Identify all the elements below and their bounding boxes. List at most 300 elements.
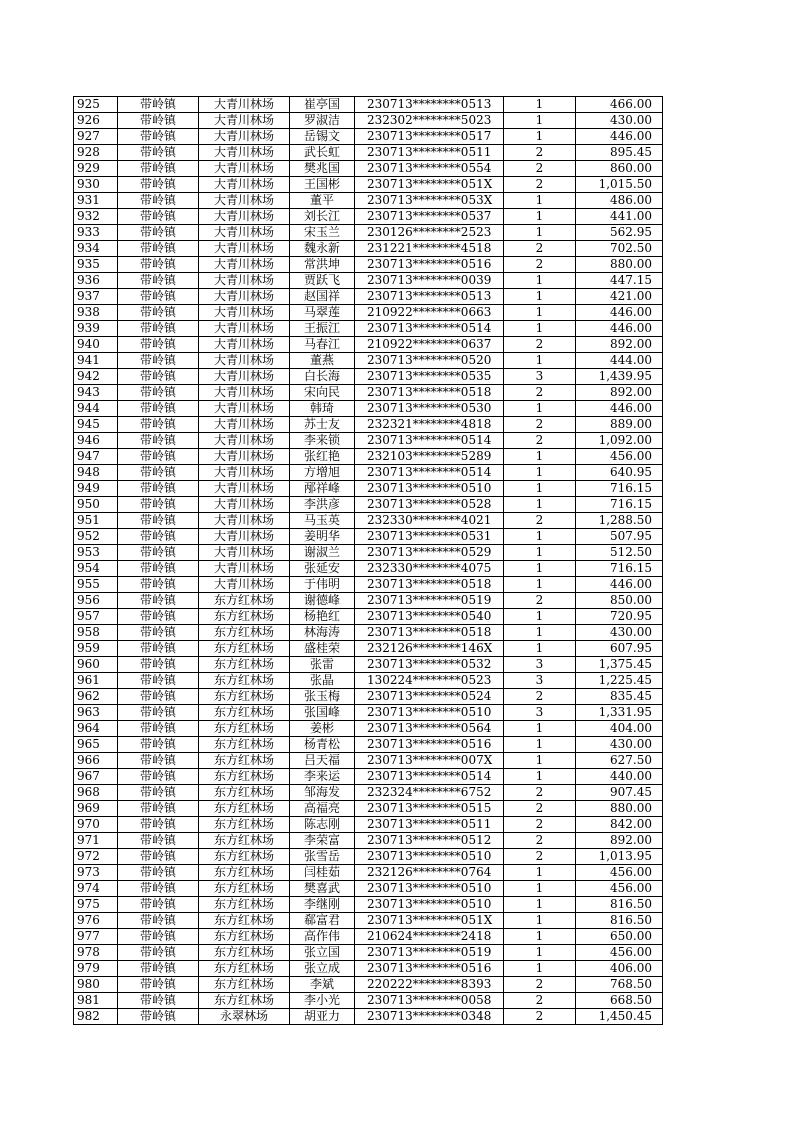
town-cell: 带岭镇 <box>118 737 199 753</box>
town-cell: 带岭镇 <box>118 465 199 481</box>
id-number-cell: 232330********4075 <box>355 561 504 577</box>
forest-farm-cell: 大青川林场 <box>199 97 290 113</box>
name-cell: 马翠莲 <box>290 305 355 321</box>
town-cell: 带岭镇 <box>118 385 199 401</box>
amount-cell: 430.00 <box>576 113 663 129</box>
forest-farm-cell: 大青川林场 <box>199 545 290 561</box>
amount-cell: 816.50 <box>576 913 663 929</box>
count-cell: 2 <box>504 993 576 1009</box>
row-number: 959 <box>74 641 118 657</box>
town-cell: 带岭镇 <box>118 481 199 497</box>
count-cell: 1 <box>504 609 576 625</box>
forest-farm-cell: 东方红林场 <box>199 801 290 817</box>
table-row <box>74 673 663 689</box>
table-row <box>74 609 663 625</box>
forest-farm-cell: 大青川林场 <box>199 113 290 129</box>
row-number: 957 <box>74 609 118 625</box>
town-cell: 带岭镇 <box>118 769 199 785</box>
town-cell: 带岭镇 <box>118 433 199 449</box>
forest-farm-cell: 东方红林场 <box>199 721 290 737</box>
town-cell: 带岭镇 <box>118 849 199 865</box>
amount-cell: 507.95 <box>576 529 663 545</box>
id-number-cell: 232330********4021 <box>355 513 504 529</box>
row-number: 955 <box>74 577 118 593</box>
id-number-cell: 230713********0510 <box>355 481 504 497</box>
id-number-cell: 230713********0514 <box>355 465 504 481</box>
town-cell: 带岭镇 <box>118 945 199 961</box>
table-row <box>74 657 663 673</box>
count-cell: 1 <box>504 481 576 497</box>
row-number: 930 <box>74 177 118 193</box>
table-row <box>74 369 663 385</box>
name-cell: 盛桂荣 <box>290 641 355 657</box>
name-cell: 白长海 <box>290 369 355 385</box>
table-row <box>74 833 663 849</box>
id-number-cell: 230713********0058 <box>355 993 504 1009</box>
name-cell: 马春江 <box>290 337 355 353</box>
town-cell: 带岭镇 <box>118 977 199 993</box>
town-cell: 带岭镇 <box>118 209 199 225</box>
count-cell: 2 <box>504 417 576 433</box>
table-row <box>74 257 663 273</box>
amount-cell: 466.00 <box>576 97 663 113</box>
amount-cell: 486.00 <box>576 193 663 209</box>
name-cell: 樊兆国 <box>290 161 355 177</box>
row-number: 964 <box>74 721 118 737</box>
row-number: 951 <box>74 513 118 529</box>
name-cell: 宋向民 <box>290 385 355 401</box>
row-number: 963 <box>74 705 118 721</box>
town-cell: 带岭镇 <box>118 289 199 305</box>
amount-cell: 716.15 <box>576 561 663 577</box>
town-cell: 带岭镇 <box>118 225 199 241</box>
amount-cell: 720.95 <box>576 609 663 625</box>
forest-farm-cell: 东方红林场 <box>199 913 290 929</box>
count-cell: 1 <box>504 865 576 881</box>
count-cell: 2 <box>504 433 576 449</box>
forest-farm-cell: 大青川林场 <box>199 417 290 433</box>
amount-cell: 640.95 <box>576 465 663 481</box>
id-number-cell: 230126********2523 <box>355 225 504 241</box>
row-number: 932 <box>74 209 118 225</box>
forest-farm-cell: 东方红林场 <box>199 673 290 689</box>
count-cell: 1 <box>504 961 576 977</box>
forest-farm-cell: 东方红林场 <box>199 849 290 865</box>
id-number-cell: 232321********4818 <box>355 417 504 433</box>
row-number: 929 <box>74 161 118 177</box>
row-number: 943 <box>74 385 118 401</box>
table-row <box>74 545 663 561</box>
row-number: 927 <box>74 129 118 145</box>
town-cell: 带岭镇 <box>118 369 199 385</box>
forest-farm-cell: 大青川林场 <box>199 385 290 401</box>
count-cell: 2 <box>504 145 576 161</box>
name-cell: 方增旭 <box>290 465 355 481</box>
table-row <box>74 945 663 961</box>
amount-cell: 716.15 <box>576 497 663 513</box>
name-cell: 李洪彦 <box>290 497 355 513</box>
forest-farm-cell: 东方红林场 <box>199 705 290 721</box>
forest-farm-cell: 大青川林场 <box>199 577 290 593</box>
name-cell: 王国彬 <box>290 177 355 193</box>
name-cell: 杨青松 <box>290 737 355 753</box>
table-row <box>74 961 663 977</box>
id-number-cell: 230713********0535 <box>355 369 504 385</box>
town-cell: 带岭镇 <box>118 817 199 833</box>
id-number-cell: 230713********0511 <box>355 145 504 161</box>
table-row <box>74 865 663 881</box>
amount-cell: 1,375.45 <box>576 657 663 673</box>
amount-cell: 1,013.95 <box>576 849 663 865</box>
row-number: 941 <box>74 353 118 369</box>
row-number: 933 <box>74 225 118 241</box>
name-cell: 张雷 <box>290 657 355 673</box>
town-cell: 带岭镇 <box>118 897 199 913</box>
id-number-cell: 230713********051X <box>355 177 504 193</box>
id-number-cell: 220222********8393 <box>355 977 504 993</box>
town-cell: 带岭镇 <box>118 449 199 465</box>
count-cell: 1 <box>504 897 576 913</box>
row-number: 966 <box>74 753 118 769</box>
forest-farm-cell: 东方红林场 <box>199 625 290 641</box>
name-cell: 谢淑兰 <box>290 545 355 561</box>
table-row <box>74 529 663 545</box>
count-cell: 2 <box>504 337 576 353</box>
forest-farm-cell: 东方红林场 <box>199 769 290 785</box>
name-cell: 陈志刚 <box>290 817 355 833</box>
count-cell: 1 <box>504 193 576 209</box>
row-number: 928 <box>74 145 118 161</box>
forest-farm-cell: 大青川林场 <box>199 289 290 305</box>
row-number: 939 <box>74 321 118 337</box>
table-row <box>74 161 663 177</box>
id-number-cell: 230713********0516 <box>355 257 504 273</box>
name-cell: 邹海发 <box>290 785 355 801</box>
name-cell: 张玉梅 <box>290 689 355 705</box>
table-row <box>74 193 663 209</box>
forest-farm-cell: 大青川林场 <box>199 513 290 529</box>
forest-farm-cell: 东方红林场 <box>199 689 290 705</box>
count-cell: 2 <box>504 833 576 849</box>
forest-farm-cell: 大青川林场 <box>199 129 290 145</box>
id-number-cell: 230713********0519 <box>355 945 504 961</box>
row-number: 970 <box>74 817 118 833</box>
forest-farm-cell: 大青川林场 <box>199 273 290 289</box>
id-number-cell: 230713********053X <box>355 193 504 209</box>
id-number-cell: 230713********0514 <box>355 321 504 337</box>
count-cell: 1 <box>504 225 576 241</box>
row-number: 968 <box>74 785 118 801</box>
town-cell: 带岭镇 <box>118 993 199 1009</box>
amount-cell: 1,450.45 <box>576 1009 663 1025</box>
name-cell: 岳锡文 <box>290 129 355 145</box>
town-cell: 带岭镇 <box>118 865 199 881</box>
id-number-cell: 210922********0637 <box>355 337 504 353</box>
town-cell: 带岭镇 <box>118 801 199 817</box>
id-number-cell: 230713********0348 <box>355 1009 504 1025</box>
count-cell: 3 <box>504 657 576 673</box>
count-cell: 2 <box>504 241 576 257</box>
row-number: 944 <box>74 401 118 417</box>
town-cell: 带岭镇 <box>118 113 199 129</box>
name-cell: 李小光 <box>290 993 355 1009</box>
count-cell: 1 <box>504 401 576 417</box>
amount-cell: 456.00 <box>576 865 663 881</box>
id-number-cell: 210922********0663 <box>355 305 504 321</box>
id-number-cell: 230713********0529 <box>355 545 504 561</box>
row-number: 949 <box>74 481 118 497</box>
forest-farm-cell: 大青川林场 <box>199 433 290 449</box>
amount-cell: 406.00 <box>576 961 663 977</box>
forest-farm-cell: 东方红林场 <box>199 785 290 801</box>
town-cell: 带岭镇 <box>118 417 199 433</box>
name-cell: 贾跃飞 <box>290 273 355 289</box>
table-row <box>74 145 663 161</box>
forest-farm-cell: 大青川林场 <box>199 145 290 161</box>
count-cell: 1 <box>504 769 576 785</box>
name-cell: 魏永新 <box>290 241 355 257</box>
row-number: 948 <box>74 465 118 481</box>
amount-cell: 430.00 <box>576 625 663 641</box>
table-row <box>74 385 663 401</box>
amount-cell: 446.00 <box>576 129 663 145</box>
data-table <box>73 96 663 1025</box>
forest-farm-cell: 大青川林场 <box>199 561 290 577</box>
count-cell: 2 <box>504 161 576 177</box>
count-cell: 1 <box>504 545 576 561</box>
row-number: 931 <box>74 193 118 209</box>
amount-cell: 446.00 <box>576 321 663 337</box>
forest-farm-cell: 东方红林场 <box>199 881 290 897</box>
name-cell: 张立成 <box>290 961 355 977</box>
row-number: 958 <box>74 625 118 641</box>
count-cell: 3 <box>504 369 576 385</box>
amount-cell: 860.00 <box>576 161 663 177</box>
amount-cell: 440.00 <box>576 769 663 785</box>
name-cell: 韩琦 <box>290 401 355 417</box>
count-cell: 1 <box>504 753 576 769</box>
forest-farm-cell: 大青川林场 <box>199 209 290 225</box>
table-row <box>74 209 663 225</box>
row-number: 925 <box>74 97 118 113</box>
town-cell: 带岭镇 <box>118 513 199 529</box>
id-number-cell: 130224********0523 <box>355 673 504 689</box>
id-number-cell: 232302********5023 <box>355 113 504 129</box>
amount-cell: 1,092.00 <box>576 433 663 449</box>
table-row <box>74 929 663 945</box>
forest-farm-cell: 大青川林场 <box>199 257 290 273</box>
count-cell: 1 <box>504 305 576 321</box>
forest-farm-cell: 永翠林场 <box>199 1009 290 1025</box>
row-number: 981 <box>74 993 118 1009</box>
row-number: 965 <box>74 737 118 753</box>
table-row <box>74 241 663 257</box>
table-row <box>74 881 663 897</box>
amount-cell: 627.50 <box>576 753 663 769</box>
id-number-cell: 230713********0518 <box>355 385 504 401</box>
amount-cell: 607.95 <box>576 641 663 657</box>
name-cell: 于伟明 <box>290 577 355 593</box>
table-row <box>74 321 663 337</box>
id-number-cell: 230713********0510 <box>355 897 504 913</box>
name-cell: 姜明华 <box>290 529 355 545</box>
amount-cell: 668.50 <box>576 993 663 1009</box>
town-cell: 带岭镇 <box>118 1009 199 1025</box>
id-number-cell: 230713********0510 <box>355 705 504 721</box>
row-number: 950 <box>74 497 118 513</box>
forest-farm-cell: 大青川林场 <box>199 193 290 209</box>
town-cell: 带岭镇 <box>118 161 199 177</box>
row-number: 976 <box>74 913 118 929</box>
row-number: 967 <box>74 769 118 785</box>
table-row <box>74 513 663 529</box>
count-cell: 1 <box>504 209 576 225</box>
town-cell: 带岭镇 <box>118 241 199 257</box>
name-cell: 常洪坤 <box>290 257 355 273</box>
row-number: 975 <box>74 897 118 913</box>
amount-cell: 430.00 <box>576 737 663 753</box>
amount-cell: 835.45 <box>576 689 663 705</box>
table-row <box>74 481 663 497</box>
amount-cell: 889.00 <box>576 417 663 433</box>
name-cell: 张红艳 <box>290 449 355 465</box>
count-cell: 2 <box>504 977 576 993</box>
amount-cell: 446.00 <box>576 401 663 417</box>
table-row <box>74 897 663 913</box>
amount-cell: 1,225.45 <box>576 673 663 689</box>
name-cell: 林海涛 <box>290 625 355 641</box>
row-number: 935 <box>74 257 118 273</box>
name-cell: 赵国祥 <box>290 289 355 305</box>
amount-cell: 404.00 <box>576 721 663 737</box>
forest-farm-cell: 东方红林场 <box>199 945 290 961</box>
amount-cell: 842.00 <box>576 817 663 833</box>
town-cell: 带岭镇 <box>118 257 199 273</box>
count-cell: 1 <box>504 321 576 337</box>
town-cell: 带岭镇 <box>118 401 199 417</box>
name-cell: 崔亭国 <box>290 97 355 113</box>
table-row <box>74 449 663 465</box>
id-number-cell: 232126********0764 <box>355 865 504 881</box>
forest-farm-cell: 大青川林场 <box>199 369 290 385</box>
table-row <box>74 785 663 801</box>
town-cell: 带岭镇 <box>118 561 199 577</box>
table-row <box>74 801 663 817</box>
id-number-cell: 230713********0519 <box>355 593 504 609</box>
name-cell: 李斌 <box>290 977 355 993</box>
amount-cell: 444.00 <box>576 353 663 369</box>
id-number-cell: 230713********0537 <box>355 209 504 225</box>
forest-farm-cell: 东方红林场 <box>199 753 290 769</box>
row-number: 960 <box>74 657 118 673</box>
id-number-cell: 230713********0532 <box>355 657 504 673</box>
name-cell: 胡亚力 <box>290 1009 355 1025</box>
count-cell: 1 <box>504 913 576 929</box>
town-cell: 带岭镇 <box>118 497 199 513</box>
town-cell: 带岭镇 <box>118 929 199 945</box>
table-row <box>74 417 663 433</box>
count-cell: 2 <box>504 593 576 609</box>
id-number-cell: 232324********6752 <box>355 785 504 801</box>
table-row <box>74 641 663 657</box>
name-cell: 张国峰 <box>290 705 355 721</box>
row-number: 937 <box>74 289 118 305</box>
amount-cell: 892.00 <box>576 833 663 849</box>
table-row <box>74 273 663 289</box>
table-row <box>74 593 663 609</box>
amount-cell: 562.95 <box>576 225 663 241</box>
amount-cell: 702.50 <box>576 241 663 257</box>
town-cell: 带岭镇 <box>118 273 199 289</box>
name-cell: 李来锁 <box>290 433 355 449</box>
id-number-cell: 230713********0540 <box>355 609 504 625</box>
count-cell: 2 <box>504 513 576 529</box>
id-number-cell: 230713********0515 <box>355 801 504 817</box>
town-cell: 带岭镇 <box>118 673 199 689</box>
forest-farm-cell: 东方红林场 <box>199 929 290 945</box>
table-row <box>74 353 663 369</box>
forest-farm-cell: 大青川林场 <box>199 481 290 497</box>
name-cell: 李来运 <box>290 769 355 785</box>
count-cell: 2 <box>504 177 576 193</box>
row-number: 936 <box>74 273 118 289</box>
id-number-cell: 232126********146X <box>355 641 504 657</box>
id-number-cell: 230713********0518 <box>355 577 504 593</box>
forest-farm-cell: 东方红林场 <box>199 737 290 753</box>
amount-cell: 892.00 <box>576 337 663 353</box>
count-cell: 1 <box>504 289 576 305</box>
town-cell: 带岭镇 <box>118 337 199 353</box>
count-cell: 1 <box>504 737 576 753</box>
row-number: 979 <box>74 961 118 977</box>
row-number: 977 <box>74 929 118 945</box>
id-number-cell: 230713********0528 <box>355 497 504 513</box>
count-cell: 1 <box>504 529 576 545</box>
id-number-cell: 210624********2418 <box>355 929 504 945</box>
row-number: 945 <box>74 417 118 433</box>
town-cell: 带岭镇 <box>118 833 199 849</box>
name-cell: 谢德峰 <box>290 593 355 609</box>
count-cell: 2 <box>504 849 576 865</box>
town-cell: 带岭镇 <box>118 305 199 321</box>
amount-cell: 850.00 <box>576 593 663 609</box>
count-cell: 3 <box>504 705 576 721</box>
amount-cell: 892.00 <box>576 385 663 401</box>
amount-cell: 880.00 <box>576 801 663 817</box>
table-row <box>74 753 663 769</box>
town-cell: 带岭镇 <box>118 753 199 769</box>
town-cell: 带岭镇 <box>118 705 199 721</box>
table-row <box>74 561 663 577</box>
count-cell: 1 <box>504 561 576 577</box>
table-row <box>74 913 663 929</box>
name-cell: 李继刚 <box>290 897 355 913</box>
name-cell: 张立国 <box>290 945 355 961</box>
amount-cell: 421.00 <box>576 289 663 305</box>
count-cell: 1 <box>504 577 576 593</box>
table-row <box>74 721 663 737</box>
forest-farm-cell: 东方红林场 <box>199 657 290 673</box>
count-cell: 2 <box>504 785 576 801</box>
forest-farm-cell: 东方红林场 <box>199 897 290 913</box>
name-cell: 吕天福 <box>290 753 355 769</box>
town-cell: 带岭镇 <box>118 913 199 929</box>
count-cell: 1 <box>504 97 576 113</box>
forest-farm-cell: 东方红林场 <box>199 993 290 1009</box>
amount-cell: 512.50 <box>576 545 663 561</box>
table-body <box>74 97 663 1025</box>
row-number: 972 <box>74 849 118 865</box>
